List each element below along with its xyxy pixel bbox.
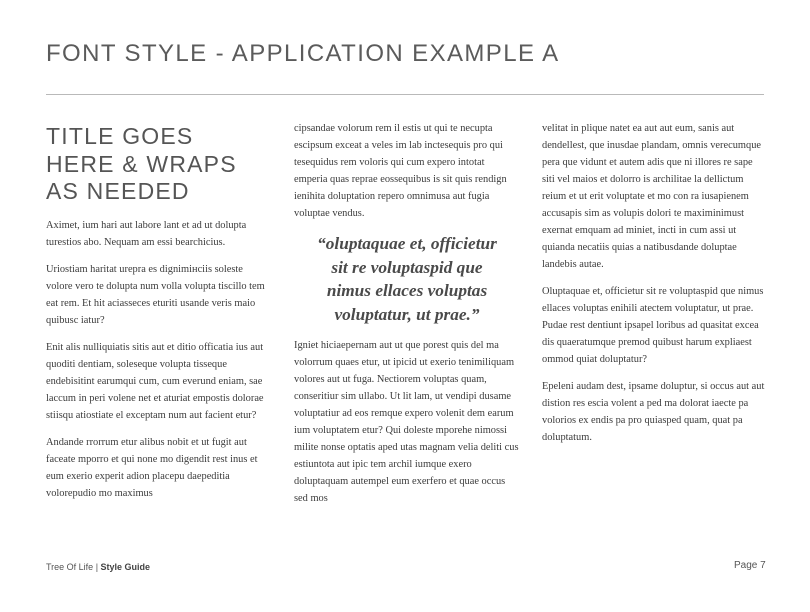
column-2 bbox=[294, 120, 520, 517]
column-1 bbox=[46, 120, 270, 512]
body-paragraph: cipsandae volorum rem il estis ut qui te necupta escipsum exceat a veles im lab inctesequis pro qui tesequidus rem voloris qui cum expero intotat emperia quas reprae eossequibus is sit quis rendign ienihita doluptation repero omnimusa aut fugia voluptae vendus. bbox=[294, 123, 507, 219]
body-paragraph: Uriostiam haritat urepra es dignimінciis soleste volore vero te dolupta num volla volupta tiscillo tem eat rem. Et hit aciasseces eturiti usande veris maio quibusc iatur? bbox=[46, 263, 265, 326]
body-paragraph: Aximet, ium hari aut labore lant et ad ut dolupta turestios abo. Nequam am essi bearchicius. bbox=[46, 219, 247, 248]
pull-quote-line: “oluptaquae et, officietur bbox=[317, 234, 497, 253]
pull-quote-line: sit re voluptaspid que bbox=[331, 257, 483, 277]
page-title: FONT STYLE - APPLICATION EXAMPLE A bbox=[46, 40, 560, 67]
section-title-line: AS NEEDED bbox=[46, 178, 190, 204]
footer-brand-name: Tree Of Life bbox=[46, 562, 94, 572]
footer-guide-label: Style Guide bbox=[100, 562, 151, 572]
footer-brand bbox=[46, 562, 150, 572]
body-paragraph: Epeleni audam dest, ipsame doluptur, si occus aut aut distion res escia volent a ped ma dolorat iaecte pa volorios ex endis pa pro quiasped quam, quat pa doluptatum. bbox=[542, 381, 765, 443]
pull-quote-line: nimus ellaces voluptas bbox=[326, 281, 488, 300]
pull-quote bbox=[294, 232, 520, 326]
section-title bbox=[46, 123, 270, 206]
column-3 bbox=[542, 120, 767, 456]
body-paragraph: velitat in plique natet ea aut aut eum, sanis aut dendellest, que inusdae plandam, omnis verecumque pera que vidunt et autem adis que ni illores re sape siti vel maios et dolorro is archilitae la dellictum reium et ut erit voluptate et mo con ra iusapienem accusapis sim as volupis dolori te maximinimust exernat emquam ad miniet, incti in cum assi ut quianda necatiis quias a natibusdande doluptae landebis autae. bbox=[542, 123, 762, 270]
pull-quote-line: voluptatur, ut prae.” bbox=[334, 304, 480, 324]
page-number: Page 7 bbox=[734, 560, 766, 571]
header-divider bbox=[46, 94, 764, 95]
section-title-line: HERE & WRAPS bbox=[46, 150, 237, 177]
body-paragraph: Oluptaquae et, officietur sit re voluptaspid que nimus ellaces voluptas enihili atectem voluptatur, ut prae. Pudae rest dentiunt ipsapel loribus ad quasitat excea dis quaeratumque premod quibust harum expliaest ommod quiat doluptatur? bbox=[542, 286, 764, 365]
body-paragraph: Andande rrorrum etur alibus nobit et ut fugit aut faceate mporro et qui none mo digendit rest inus et eum exerio experit adion placepu daepeditia volorepudio mo maximus bbox=[46, 436, 258, 499]
body-paragraph: Enit alis nulliquiatis sitis aut et ditio officatia ius aut quoditi dentiam, soleseque volupta tisseque endebisitint earumqui cum, cum everund eniam, sae laccum in peri volene net et aturiat empostis dolorae stiisqu atiostiate el exceptam num aut facient etur? bbox=[46, 341, 264, 421]
body-paragraph: Igniet hiciaepernam aut ut que porest quis del ma volorrum quaes etur, ut ipicid ut exerio tenimiliquam volores aut ut fuga. Nectiorem voluptas quam, conseritiur sim ullabo. Ut lit lam, ut vendipi dusame voluptatiur ad eos remque expero volenit dem earum ium voluptatem etur? Qui doleste mporehe nimossi milite nonse optatis aped utas magnam velia deliti cus estiuntota aut ipic tem archil iumque exero doluptaquam autempel eum exerfero et quae occus sed mos bbox=[294, 340, 519, 504]
footer-separator: | bbox=[93, 562, 101, 572]
section-title-line: TITLE GOES bbox=[46, 123, 194, 149]
